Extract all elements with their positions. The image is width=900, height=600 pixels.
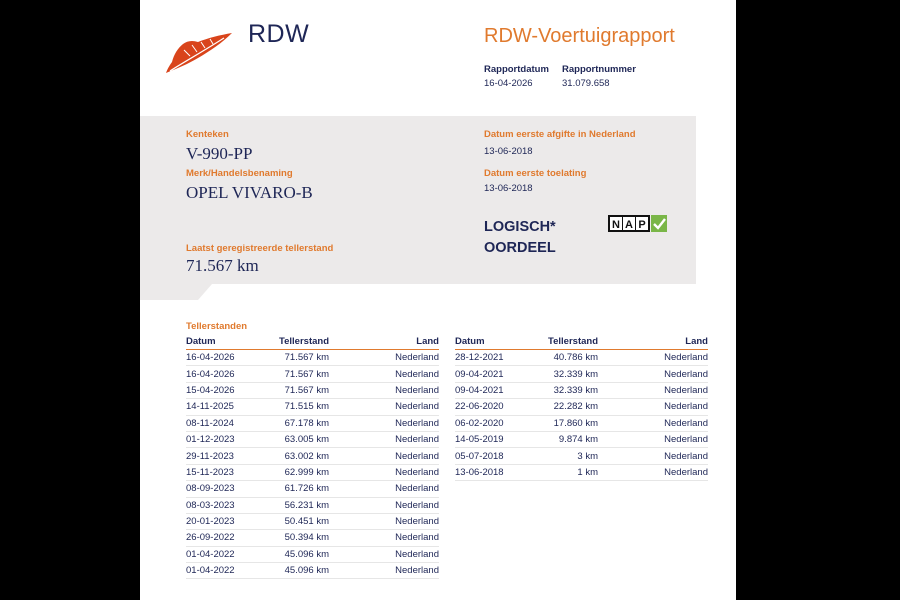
table-row: [186, 546, 439, 562]
cell-odometer: 45.096 km: [256, 563, 329, 579]
odometer-label: Laatst geregistreerde tellerstand: [186, 243, 334, 254]
col-header-date: Datum: [186, 334, 256, 350]
cell-odometer: 32.339 km: [525, 382, 598, 398]
cell-country: Nederland: [329, 431, 439, 447]
cell-date: 14-11-2025: [186, 399, 256, 415]
cell-odometer: 62.999 km: [256, 464, 329, 480]
cell-odometer: 32.339 km: [525, 366, 598, 382]
cell-date: 16-04-2026: [186, 350, 256, 366]
report-title: RDW-Voertuigrapport: [484, 25, 675, 47]
col-header-date: Datum: [455, 334, 525, 350]
svg-text:P: P: [638, 219, 646, 231]
cell-date: 01-12-2023: [186, 431, 256, 447]
table-row: [186, 366, 439, 382]
readings-title: Tellerstanden: [186, 321, 248, 332]
svg-text:A: A: [625, 219, 633, 231]
col-header-country: Land: [598, 334, 708, 350]
table-row: [186, 382, 439, 398]
table-row: [455, 366, 708, 382]
table-row: [186, 464, 439, 480]
table-row: [186, 530, 439, 546]
verdict: [484, 217, 594, 259]
table-row: [455, 464, 708, 480]
cell-date: 22-06-2020: [455, 399, 525, 415]
cell-country: Nederland: [329, 481, 439, 497]
odometer-value: 71.567 km: [186, 256, 259, 275]
col-header-odometer: Tellerstand: [525, 334, 598, 350]
cell-country: Nederland: [329, 399, 439, 415]
make-label: Merk/Handelsbenaming: [186, 168, 293, 179]
cell-country: Nederland: [329, 350, 439, 366]
cell-country: Nederland: [598, 382, 708, 398]
cell-date: 16-04-2026: [186, 366, 256, 382]
info-box-notch: [140, 284, 212, 300]
cell-country: Nederland: [598, 350, 708, 366]
first-nl-value: 13-06-2018: [484, 146, 533, 157]
cell-country: Nederland: [329, 497, 439, 513]
table-row: [455, 431, 708, 447]
cell-country: Nederland: [329, 546, 439, 562]
cell-country: Nederland: [329, 448, 439, 464]
cell-date: 14-05-2019: [455, 431, 525, 447]
first-admission-label: Datum eerste toelating: [484, 168, 587, 179]
table-row: [186, 415, 439, 431]
table-row: [186, 513, 439, 529]
first-nl-label: Datum eerste afgifte in Nederland: [484, 129, 636, 140]
plate-value: V-990-PP: [186, 144, 253, 163]
cell-country: Nederland: [329, 366, 439, 382]
table-row: [455, 415, 708, 431]
cell-odometer: 63.005 km: [256, 431, 329, 447]
cell-date: 08-09-2023: [186, 481, 256, 497]
cell-date: 06-02-2020: [455, 415, 525, 431]
report-date-label: Rapportdatum: [484, 64, 549, 75]
cell-odometer: 40.786 km: [525, 350, 598, 366]
cell-odometer: 71.515 km: [256, 399, 329, 415]
cell-odometer: 17.860 km: [525, 415, 598, 431]
readings-table-right: [455, 334, 708, 481]
col-header-country: Land: [329, 334, 439, 350]
cell-odometer: 67.178 km: [256, 415, 329, 431]
cell-country: Nederland: [598, 448, 708, 464]
cell-country: Nederland: [329, 464, 439, 480]
cell-odometer: 3 km: [525, 448, 598, 464]
cell-country: Nederland: [598, 464, 708, 480]
table-row: [455, 448, 708, 464]
plate-label: Kenteken: [186, 129, 229, 140]
cell-country: Nederland: [598, 399, 708, 415]
cell-odometer: 71.567 km: [256, 366, 329, 382]
nap-check-logo-icon: [608, 214, 668, 238]
cell-odometer: 22.282 km: [525, 399, 598, 415]
table-row: [455, 399, 708, 415]
cell-country: Nederland: [329, 415, 439, 431]
cell-country: Nederland: [598, 415, 708, 431]
verdict-line-1: LOGISCH*: [484, 219, 556, 235]
cell-date: 20-01-2023: [186, 513, 256, 529]
cell-odometer: 1 km: [525, 464, 598, 480]
make-value: OPEL VIVARO-B: [186, 183, 313, 202]
table-header-row: [455, 334, 708, 350]
cell-date: 15-04-2026: [186, 382, 256, 398]
cell-odometer: 56.231 km: [256, 497, 329, 513]
report-page: [140, 0, 736, 600]
cell-country: Nederland: [598, 366, 708, 382]
first-admission-value: 13-06-2018: [484, 183, 533, 194]
cell-date: 09-04-2021: [455, 382, 525, 398]
cell-date: 29-11-2023: [186, 448, 256, 464]
table-row: [186, 399, 439, 415]
cell-odometer: 71.567 km: [256, 382, 329, 398]
cell-date: 01-04-2022: [186, 563, 256, 579]
table-row: [186, 563, 439, 579]
cell-date: 09-04-2021: [455, 366, 525, 382]
cell-country: Nederland: [329, 513, 439, 529]
cell-date: 01-04-2022: [186, 546, 256, 562]
report-number-label: Rapportnummer: [562, 64, 636, 75]
cell-date: 13-06-2018: [455, 464, 525, 480]
cell-odometer: 50.394 km: [256, 530, 329, 546]
cell-odometer: 45.096 km: [256, 546, 329, 562]
rdw-feather-logo-icon: [164, 30, 234, 75]
cell-country: Nederland: [329, 382, 439, 398]
table-row: [186, 350, 439, 366]
table-row: [186, 481, 439, 497]
report-number-value: 31.079.658: [562, 78, 610, 89]
cell-date: 05-07-2018: [455, 448, 525, 464]
vehicle-info-box: [140, 116, 696, 284]
table-header-row: [186, 334, 439, 350]
readings-table-left: [186, 334, 439, 579]
cell-date: 28-12-2021: [455, 350, 525, 366]
cell-date: 08-03-2023: [186, 497, 256, 513]
cell-date: 26-09-2022: [186, 530, 256, 546]
cell-odometer: 50.451 km: [256, 513, 329, 529]
brand-name: RDW: [248, 20, 310, 48]
cell-odometer: 63.002 km: [256, 448, 329, 464]
report-date-value: 16-04-2026: [484, 78, 533, 89]
cell-country: Nederland: [598, 431, 708, 447]
col-header-odometer: Tellerstand: [256, 334, 329, 350]
table-row: [186, 431, 439, 447]
table-row: [455, 382, 708, 398]
verdict-line-2: OORDEEL: [484, 240, 556, 256]
table-row: [455, 350, 708, 366]
cell-odometer: 61.726 km: [256, 481, 329, 497]
svg-text:N: N: [612, 219, 620, 231]
cell-country: Nederland: [329, 563, 439, 579]
cell-date: 15-11-2023: [186, 464, 256, 480]
table-row: [186, 497, 439, 513]
cell-country: Nederland: [329, 530, 439, 546]
table-row: [186, 448, 439, 464]
cell-odometer: 9.874 km: [525, 431, 598, 447]
cell-odometer: 71.567 km: [256, 350, 329, 366]
cell-date: 08-11-2024: [186, 415, 256, 431]
